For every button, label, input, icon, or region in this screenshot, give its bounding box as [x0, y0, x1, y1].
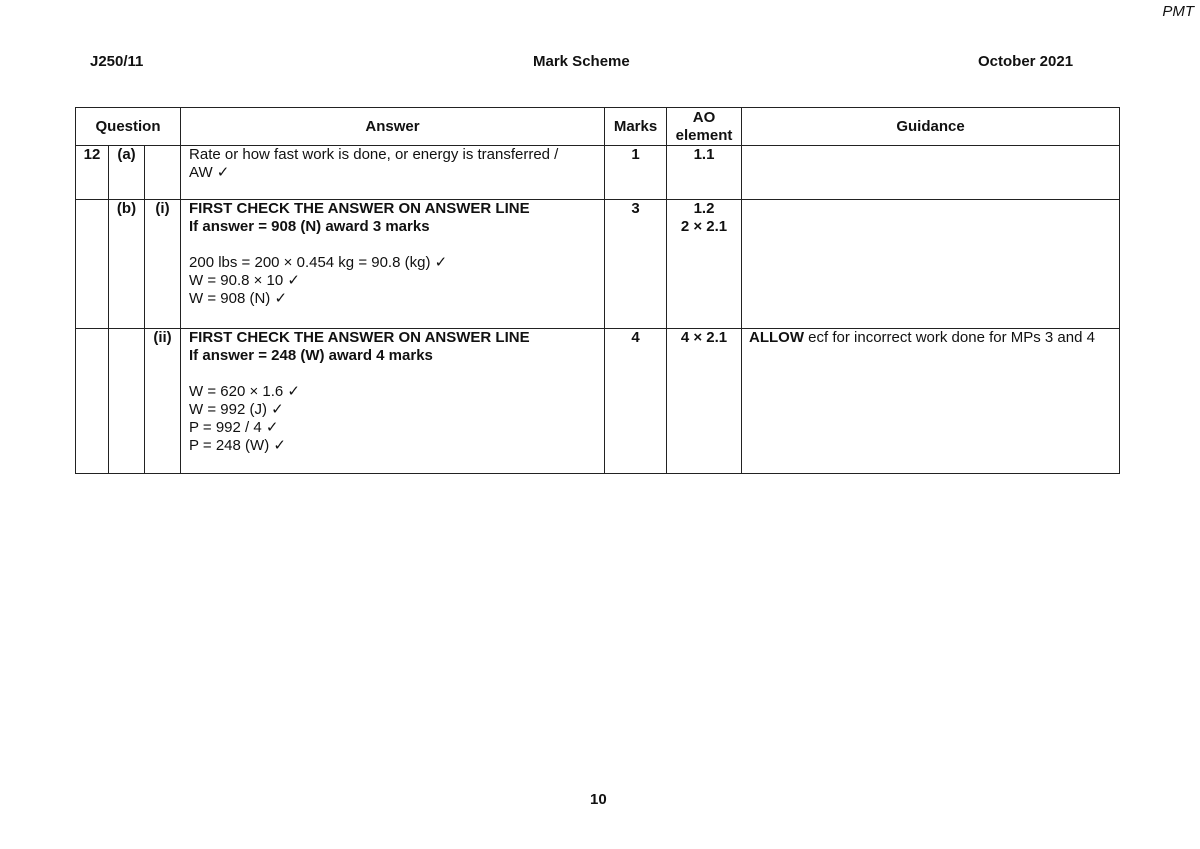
- question-subpart: (ii): [145, 329, 181, 474]
- table-row: [76, 200, 1120, 329]
- answer-check-note: FIRST CHECK THE ANSWER ON ANSWER LINE: [189, 200, 530, 217]
- col-marks: Marks: [605, 108, 667, 146]
- guidance-detail: ecf for incorrect work done for MPs 3 and 4: [804, 329, 1095, 346]
- ao-line: 1.2: [693, 200, 715, 217]
- question-number: 12: [76, 146, 109, 200]
- table-header-row: [76, 108, 1120, 146]
- ao-cell: 1.1: [667, 146, 742, 200]
- col-ao-line1: AO: [692, 108, 716, 126]
- document-title: Mark Scheme: [533, 53, 630, 70]
- col-ao-element: [667, 108, 742, 146]
- working-line: 200 lbs = 200 × 0.454 kg = 90.8 (kg) ✓: [189, 254, 448, 271]
- answer-cell: [181, 200, 605, 329]
- guidance-cell: [742, 329, 1120, 474]
- ao-cell: [667, 200, 742, 329]
- ao-cell: 4 × 2.1: [667, 329, 742, 474]
- guidance-cell: [742, 146, 1120, 200]
- exam-date: October 2021: [978, 53, 1074, 70]
- col-guidance: Guidance: [742, 108, 1120, 146]
- mark-scheme-table: [75, 107, 1120, 474]
- question-number: [76, 329, 109, 474]
- marks-cell: 3: [605, 200, 667, 329]
- working-line: P = 248 (W) ✓: [189, 437, 286, 454]
- question-part: (a): [109, 146, 145, 200]
- working-line: W = 908 (N) ✓: [189, 290, 288, 307]
- answer-award-note: If answer = 248 (W) award 4 marks: [189, 347, 433, 364]
- table-row: [76, 146, 1120, 200]
- answer-line: AW ✓: [189, 164, 230, 181]
- working-line: W = 90.8 × 10 ✓: [189, 272, 300, 289]
- question-part: [109, 329, 145, 474]
- marks-cell: 1: [605, 146, 667, 200]
- answer-cell: [181, 329, 605, 474]
- question-number: [76, 200, 109, 329]
- question-subpart: (i): [145, 200, 181, 329]
- question-part: (b): [109, 200, 145, 329]
- col-ao-line2: element: [675, 126, 733, 144]
- working-line: P = 992 / 4 ✓: [189, 419, 279, 436]
- guidance-cell: [742, 200, 1120, 329]
- col-answer: Answer: [181, 108, 605, 146]
- pmt-label: PMT: [1162, 3, 1194, 20]
- answer-line: Rate or how fast work is done, or energy is transferred /: [189, 146, 559, 163]
- working-line: W = 992 (J) ✓: [189, 401, 284, 418]
- marks-cell: 4: [605, 329, 667, 474]
- page-number: 10: [590, 791, 607, 808]
- question-subpart: [145, 146, 181, 200]
- table-row: [76, 329, 1120, 474]
- paper-code: J250/11: [90, 53, 144, 70]
- col-question: Question: [76, 108, 181, 146]
- answer-cell: [181, 146, 605, 200]
- ao-line: 2 × 2.1: [680, 218, 728, 235]
- guidance-allow: ALLOW: [749, 329, 804, 346]
- working-line: W = 620 × 1.6 ✓: [189, 383, 300, 400]
- guidance-text: [749, 329, 1115, 347]
- answer-award-note: If answer = 908 (N) award 3 marks: [189, 218, 430, 235]
- answer-check-note: FIRST CHECK THE ANSWER ON ANSWER LINE: [189, 329, 530, 346]
